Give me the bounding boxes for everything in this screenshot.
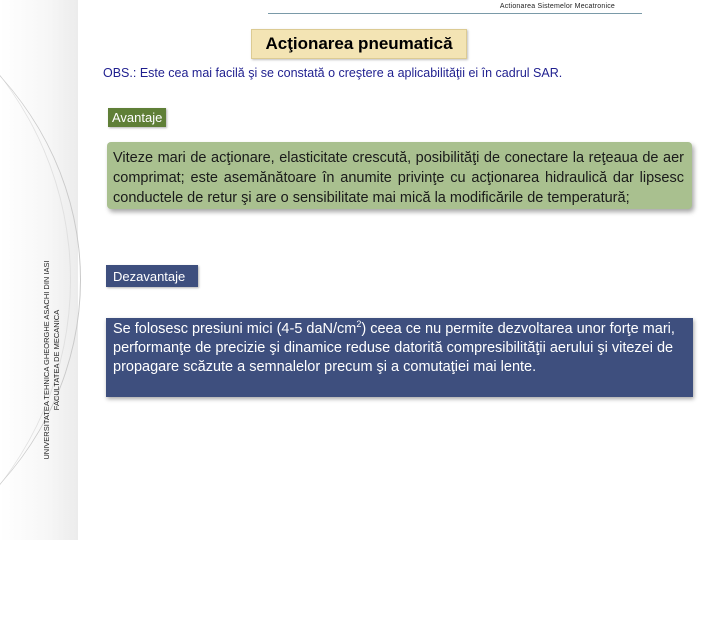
advantages-text: Viteze mari de acţionare, elasticitate crescută, posibilităţi de conectare la reţeaua de aer comprimat; este asemănătoare în anumite privinţe cu acţionarea hidraulică dar lipsesc conductele de retur şi are o sensibilitate mai mică la modificările de temperatură;	[113, 150, 684, 206]
course-header: Actionarea Sistemelor Mecatronice	[499, 3, 615, 10]
disadvantages-text-end: ) ceea ce nu permite dezvoltarea unor forţe mari, performanţe de precizie şi dinamice reduse datorită compresibilităţii aerului şi vitezei de propagare scăzute a semnalelor precum şi a comutaţiei mai lente.	[113, 321, 675, 375]
disadvantages-text	[113, 320, 688, 377]
obs-note: OBS.: Este cea mai facilă şi se constată o creştere a aplicabilităţii ei în cadrul SAR.	[103, 66, 563, 80]
slide-title: Acţionarea pneumatică	[251, 29, 467, 59]
header-divider	[268, 13, 642, 14]
superscript-exponent: 2	[356, 319, 362, 330]
faculty-name: FACULTATEA DE MECANICA	[52, 309, 61, 411]
advantages-label: Avantaje	[108, 108, 166, 127]
disadvantages-text-start: Se folosesc presiuni mici (4-5 daN/cm	[113, 321, 357, 337]
university-name: UNIVERSITATEA TEHNICA GHEORGHE ASACHI DIN IASI	[42, 260, 51, 460]
disadvantages-label: Dezavantaje	[106, 265, 198, 287]
institution-label	[42, 260, 62, 459]
